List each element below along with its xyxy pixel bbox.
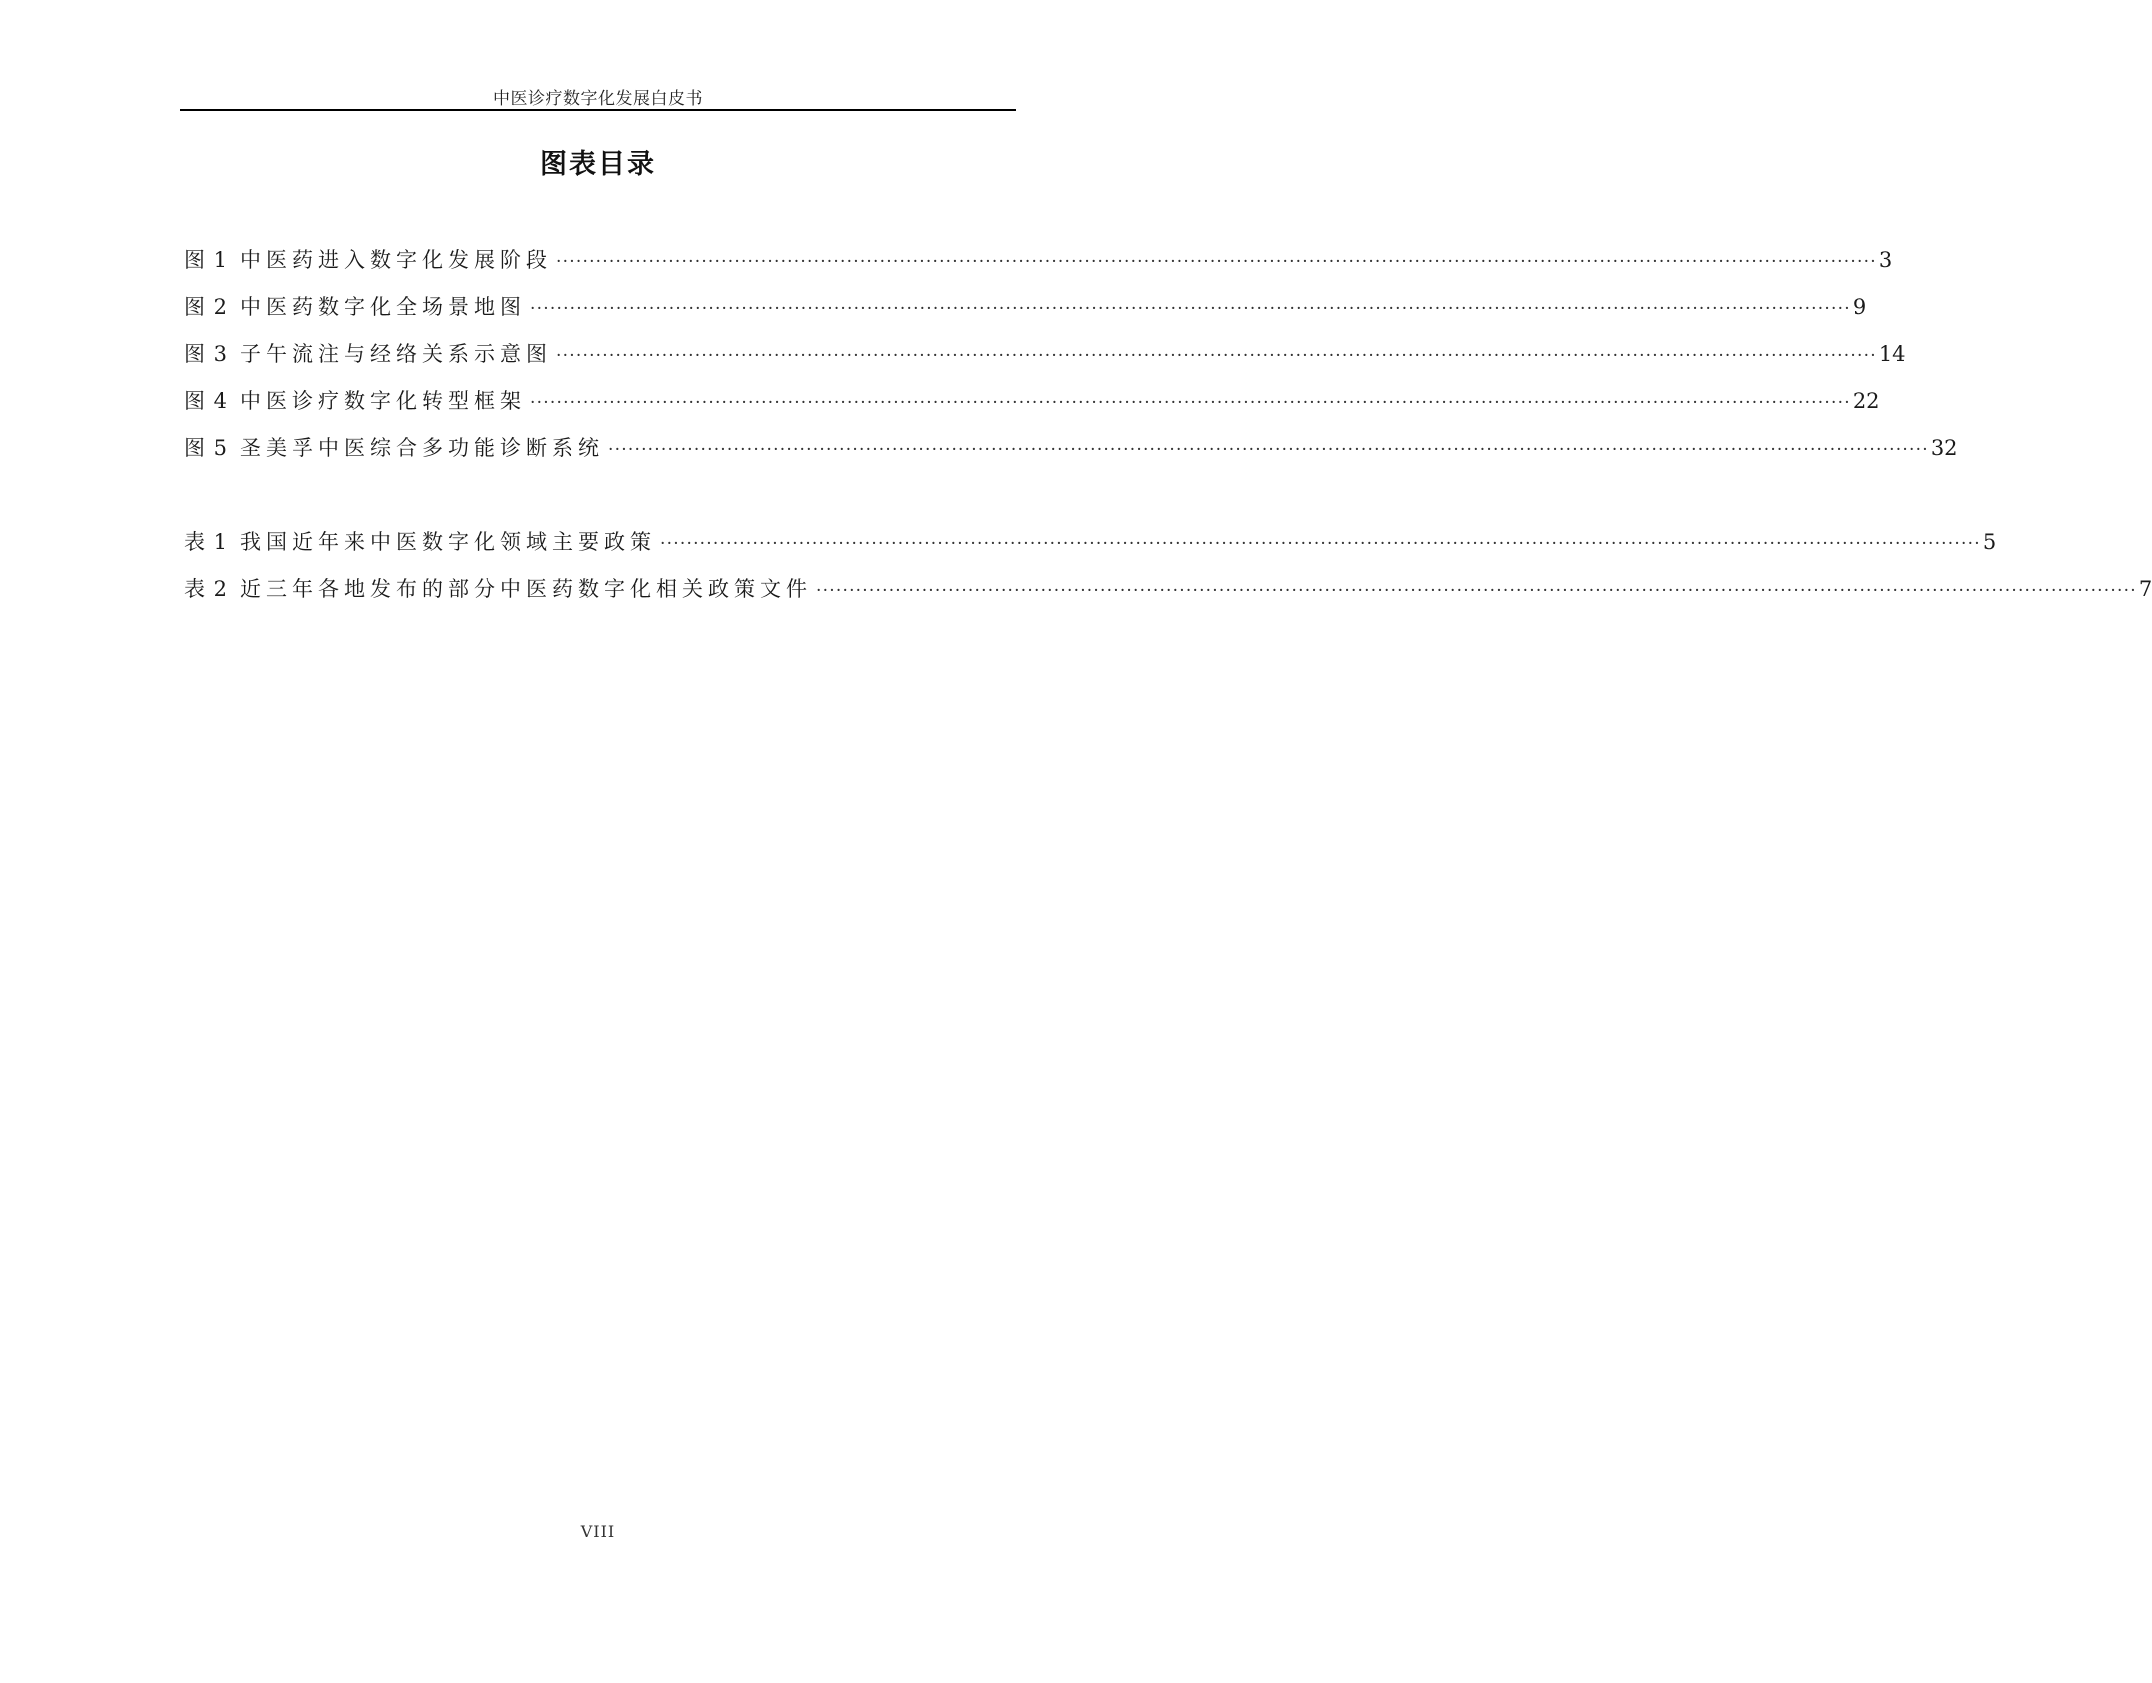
page-ref: 14 bbox=[1878, 342, 1906, 366]
page-ref: 3 bbox=[1878, 248, 1893, 272]
page-ref: 9 bbox=[1852, 295, 1867, 319]
table-entry[interactable] bbox=[184, 573, 2152, 620]
page-ref: 7 bbox=[2138, 577, 2152, 601]
figure-entry[interactable] bbox=[184, 244, 1893, 291]
dot-leader: ········································································································································································································ bbox=[816, 581, 2137, 601]
figure-label: 图 1 bbox=[184, 248, 229, 272]
table-list bbox=[184, 526, 2152, 620]
page-title: 图表目录 bbox=[540, 149, 656, 180]
figure-title: 子午流注与经络关系示意图 bbox=[240, 342, 553, 366]
figure-label: 图 3 bbox=[184, 342, 229, 366]
figure-title: 中医药进入数字化发展阶段 bbox=[240, 248, 553, 272]
figure-entry[interactable] bbox=[184, 338, 1906, 385]
page-ref: 5 bbox=[1982, 530, 1997, 554]
dot-leader: ········································································································································································································ bbox=[556, 252, 1877, 272]
page-ref: 32 bbox=[1930, 436, 1958, 460]
dot-leader: ········································································································································································································ bbox=[530, 393, 1851, 413]
page-number: VIII bbox=[580, 1522, 616, 1541]
running-header: 中医诊疗数字化发展白皮书 bbox=[493, 89, 703, 109]
dot-leader: ········································································································································································································ bbox=[530, 299, 1851, 319]
page-ref: 22 bbox=[1852, 389, 1880, 413]
figure-entry[interactable] bbox=[184, 291, 1867, 338]
figure-entry[interactable] bbox=[184, 432, 1958, 479]
header-rule bbox=[180, 109, 1016, 111]
table-entry[interactable] bbox=[184, 526, 1997, 573]
figure-title: 圣美孚中医综合多功能诊断系统 bbox=[240, 436, 605, 460]
table-label: 表 2 bbox=[184, 577, 229, 601]
figure-label: 图 2 bbox=[184, 295, 229, 319]
figure-label: 图 5 bbox=[184, 436, 229, 460]
dot-leader: ········································································································································································································ bbox=[608, 440, 1929, 460]
table-label: 表 1 bbox=[184, 530, 229, 554]
table-title: 我国近年来中医数字化领域主要政策 bbox=[240, 530, 657, 554]
dot-leader: ········································································································································································································ bbox=[556, 346, 1877, 366]
figure-title: 中医药数字化全场景地图 bbox=[240, 295, 527, 319]
table-title: 近三年各地发布的部分中医药数字化相关政策文件 bbox=[240, 577, 813, 601]
figure-entry[interactable] bbox=[184, 385, 1880, 432]
dot-leader: ········································································································································································································ bbox=[660, 534, 1981, 554]
figure-list bbox=[184, 244, 1958, 479]
figure-label: 图 4 bbox=[184, 389, 229, 413]
figure-title: 中医诊疗数字化转型框架 bbox=[240, 389, 527, 413]
